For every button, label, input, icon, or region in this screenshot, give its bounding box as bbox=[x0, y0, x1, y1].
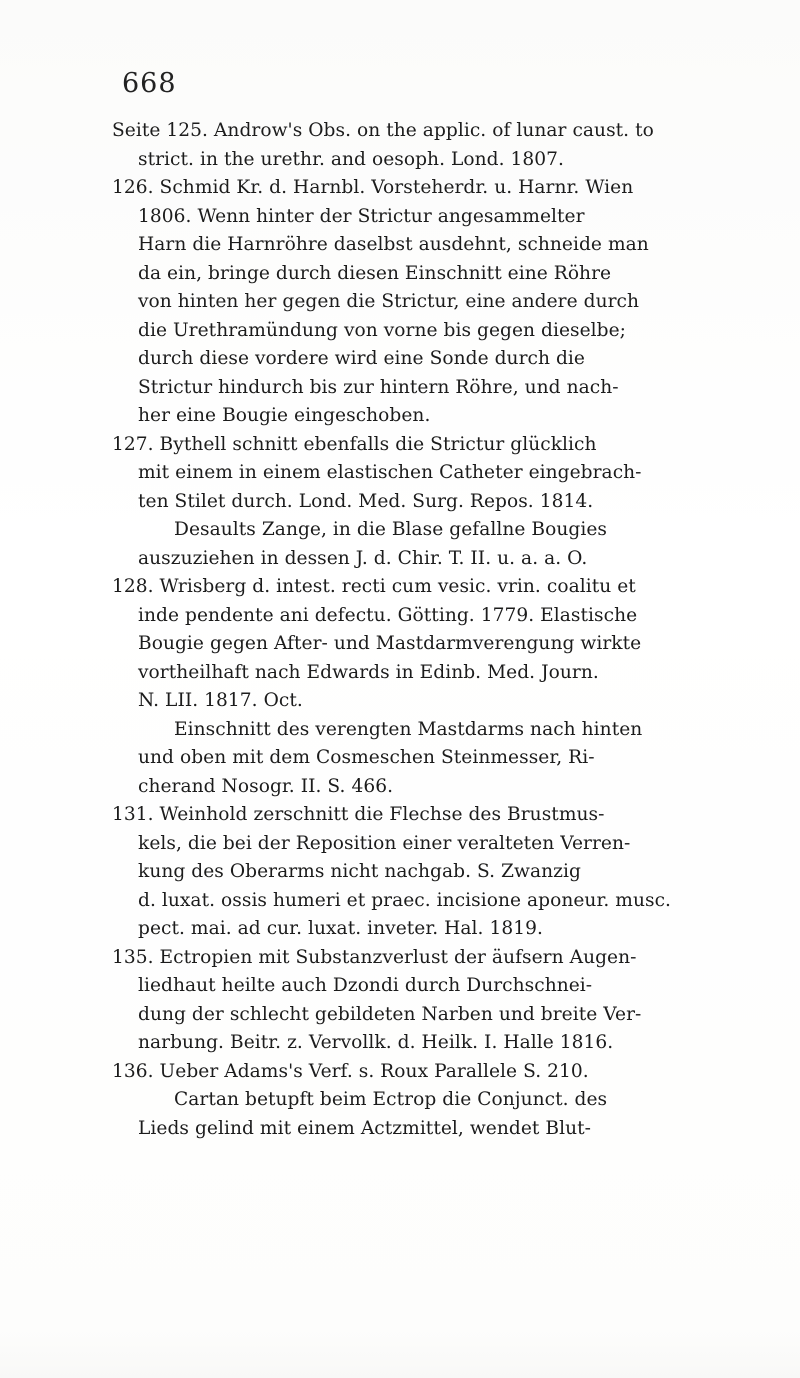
text-line: d. luxat. ossis humeri et praec. incisione aponeur. musc. bbox=[138, 889, 671, 911]
text-line: narbung. Beitr. z. Vervollk. d. Heilk. I. Halle 1816. bbox=[138, 1032, 614, 1053]
text-line: her eine Bougie eingeschoben. bbox=[138, 405, 431, 426]
page-number: 668 bbox=[122, 68, 177, 99]
text-line: 127. Bythell schnitt ebenfalls die Strictur glücklich bbox=[112, 433, 597, 455]
page-edge-shading bbox=[0, 1330, 800, 1378]
text-line: ten Stilet durch. Lond. Med. Surg. Repos. 1814. bbox=[138, 490, 594, 512]
text-line: Bougie gegen After- und Mastdarmverengung wirkte bbox=[138, 633, 642, 654]
text-line: 126. Schmid Kr. d. Harnbl. Vorsteherdr. u. Harnr. Wien bbox=[112, 177, 634, 198]
text-line: 128. Wrisberg d. intest. recti cum vesic. vrin. coalitu et bbox=[112, 576, 636, 597]
text-line: 131. Weinhold zerschnitt die Flechse des Brustmus- bbox=[112, 804, 605, 825]
text-line: strict. in the urethr. and oesoph. Lond. 1807. bbox=[138, 148, 565, 170]
text-line: inde pendente ani defectu. Götting. 1779. Elastische bbox=[138, 604, 638, 626]
text-line: vortheilhaft nach Edwards in Edinb. Med. Journ. bbox=[138, 661, 599, 683]
text-line: Einschnitt des verengten Mastdarms nach hinten bbox=[174, 718, 643, 740]
text-line: Cartan betupft beim Ectrop die Conjunct. des bbox=[174, 1089, 608, 1110]
text-line: 135. Ectropien mit Substanzverlust der äufsern Augen- bbox=[112, 946, 637, 968]
text-line: und oben mit dem Cosmeschen Steinmesser, Ri- bbox=[138, 747, 595, 768]
text-line: von hinten her gegen die Strictur, eine andere durch bbox=[138, 291, 640, 312]
text-line: Desaults Zange, in die Blase gefallne Bougies bbox=[174, 519, 607, 540]
text-line: Strictur hindurch bis zur hintern Röhre, und nach- bbox=[138, 376, 619, 398]
text-line: Lieds gelind mit einem Actzmittel, wendet Blut- bbox=[138, 1117, 591, 1139]
text-line: Seite 125. Androw's Obs. on the applic. of lunar caust. to bbox=[112, 120, 654, 141]
text-line: kung des Oberarms nicht nachgab. S. Zwanzig bbox=[138, 861, 581, 882]
text-line: kels, die bei der Reposition einer veralteten Verren- bbox=[138, 832, 631, 854]
text-line: durch diese vordere wird eine Sonde durch die bbox=[138, 348, 585, 369]
text-line: Harn die Harnröhre daselbst ausdehnt, schneide man bbox=[138, 234, 649, 255]
text-line: dung der schlecht gebildeten Narben und breite Ver- bbox=[138, 1003, 642, 1025]
text-line: liedhaut heilte auch Dzondi durch Durchschnei- bbox=[138, 975, 593, 996]
text-line: 136. Ueber Adams's Verf. s. Roux Parallele S. 210. bbox=[112, 1060, 589, 1082]
text-line: 1806. Wenn hinter der Strictur angesammelter bbox=[138, 205, 585, 227]
text-line: da ein, bringe durch diesen Einschnitt eine Röhre bbox=[138, 262, 612, 284]
text-line: mit einem in einem elastischen Catheter eingebrach- bbox=[138, 462, 642, 483]
text-line: die Urethramündung von vorne bis gegen dieselbe; bbox=[138, 319, 626, 341]
text-line: cherand Nosogr. II. S. 466. bbox=[138, 775, 394, 797]
text-line: N. LII. 1817. Oct. bbox=[138, 690, 303, 711]
text-line: pect. mai. ad cur. luxat. inveter. Hal. 1819. bbox=[138, 918, 543, 939]
text-block bbox=[112, 117, 702, 1143]
text-line: auszuziehen in dessen J. d. Chir. T. II. u. a. a. O. bbox=[138, 547, 588, 569]
